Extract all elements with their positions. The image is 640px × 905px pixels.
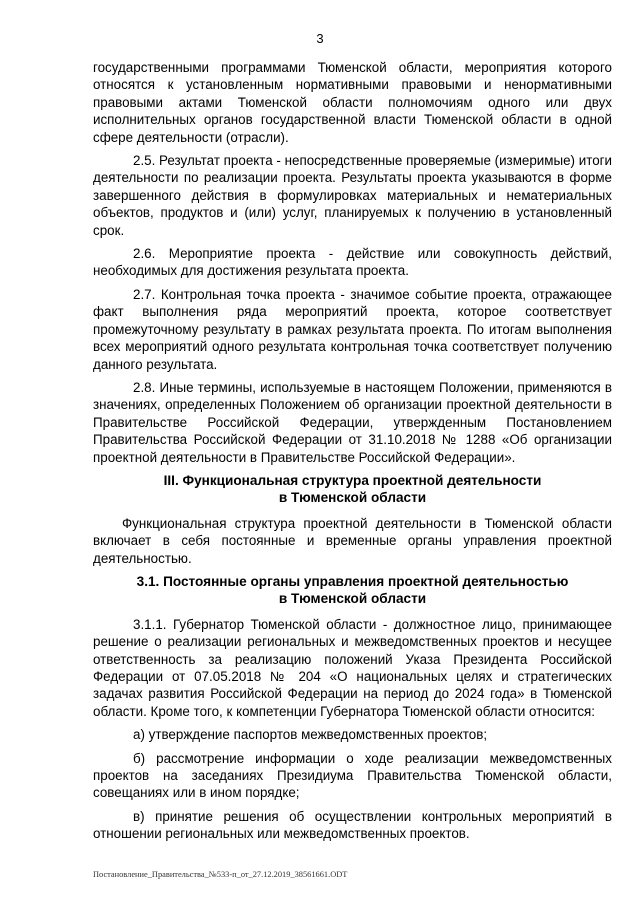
list-item-a: а) утверждение паспортов межведомственных проектов; [133, 727, 488, 743]
paragraph-3-1-1: 3.1.1. Губернатор Тюменской области - должностное лицо, принимающее решение о реализации региональных и межведомственных проектов и несущее ответственность за реализацию положений Указа Президента Российской Федерации от 07.05.2018 № 204 «О национальных целях и стратегических задачах развития Российской Федерации на период до 2024 года» в Тюменской области. Кроме того, к компетенции Губернатора Тюменской области относится: [93, 616, 612, 719]
section-3-heading-line1: III. Функциональная структура проектной деятельности [163, 472, 542, 488]
paragraph-2-5: 2.5. Результат проекта - непосредственные проверяемые (измеримые) итоги деятельности по реализации проекта. Результаты проекта указываются в форме завершенного действия в формулировках материальных и нематериальных объектов, продуктов и (или) услуг, планируемых к получению в установленный срок. [93, 153, 613, 238]
paragraph-2-8: 2.8. Иные термины, используемые в настоящем Положении, применяются в значениях, определенных Положением об организации проектной деятельности в Правительстве Российской Федерации, утвержденным Постановлением Правительства Российской Федерации от 31.10.2018 № 1288 «Об организации проектной деятельности в Правительстве Российской Федерации». [93, 379, 612, 465]
section-3-1-heading-line1: 3.1. Постоянные органы управления проектной деятельностью [136, 573, 569, 589]
section-3-heading [93, 472, 612, 507]
list-item-b: б) рассмотрение информации о ходе реализации межведомственных проектов на заседаниях Президиума Правительства Тюменской области, совещаниях или в ином порядке; [93, 750, 612, 801]
document-footer: Постановление_Правительства_№533-п_от_27.12.2019_38561661.ODT [93, 870, 348, 879]
document-body [93, 59, 612, 849]
section-3-heading-line2: в Тюменской области [278, 490, 427, 506]
list-item-v: в) принятие решения об осуществлении контрольных мероприятий в отношении региональных или межведомственных проектов. [93, 808, 612, 842]
paragraph-2-7: 2.7. Контрольная точка проекта - значимое событие проекта, отражающее факт выполнения ряда мероприятий проекта, которое соответствует промежуточному результату в рамках результата проекта. По итогам выполнения всех мероприятий одного результата контрольная точка соответствует получению данного результата. [93, 286, 612, 372]
paragraph-continued: государственными программами Тюменской области, мероприятия которого относятся к установленным нормативными правовыми и ненормативными правовыми актами Тюменской области полномочиям одного или двух исполнительных органов государственной власти Тюменской области в одной сфере деятельности (отрасли). [93, 60, 612, 145]
section-3-1-heading-line2: в Тюменской области [278, 591, 427, 607]
paragraph-3-intro: Функциональная структура проектной деятельности в Тюменской области включает в себя постоянные и временные органы управления проектной деятельностью. [93, 515, 612, 566]
section-3-1-heading [93, 573, 612, 608]
page-number: 3 [316, 31, 324, 46]
paragraph-2-6: 2.6. Мероприятие проекта - действие или совокупность действий, необходимых для достижения результата проекта. [93, 246, 612, 279]
